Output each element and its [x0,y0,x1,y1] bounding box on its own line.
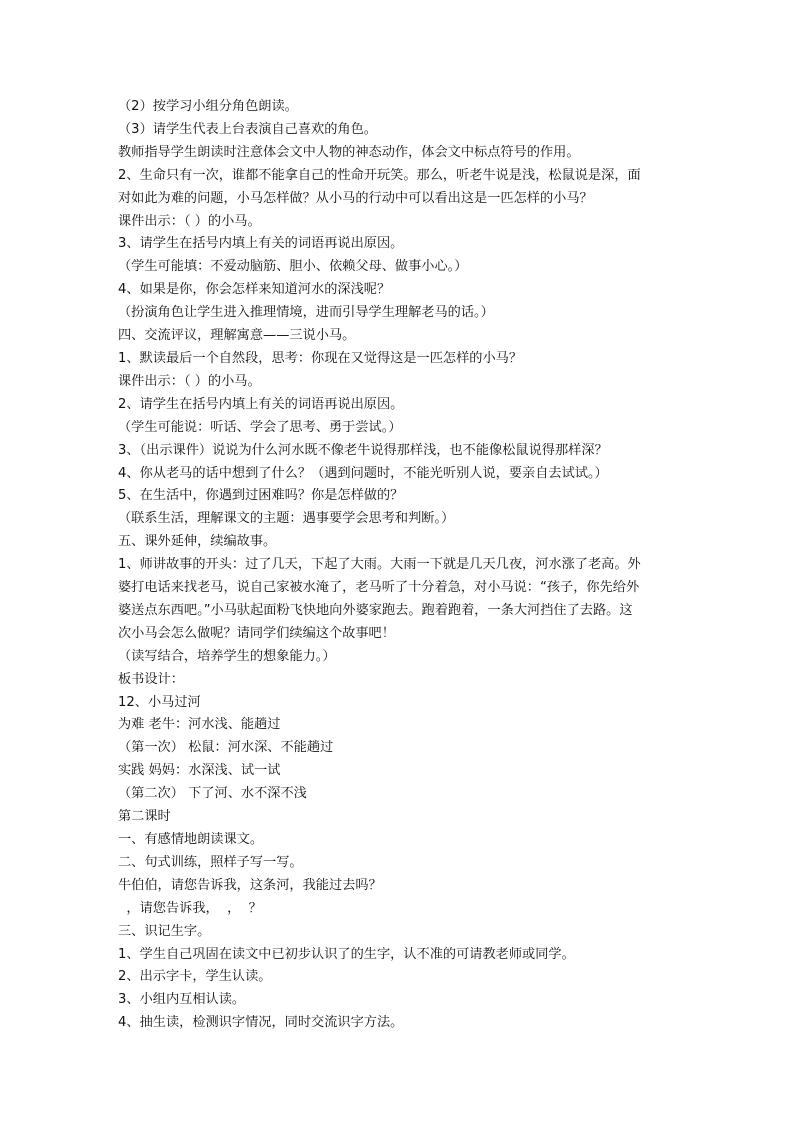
text-line: 1、默读最后一个自然段，思考：你现在又觉得这是一匹怎样的小马？ [118,350,523,366]
text-line: 3、（出示课件）说说为什么河水既不像老牛说得那样浅，也不能像松鼠说得那样深？ [118,442,608,458]
text-line: （学生可能填：不爱动脑筋、胆小、依赖父母、做事小心。） [118,259,468,275]
board-line: （第二次） 下了河、水不深不浅 [118,786,307,802]
text-line: 3、小组内互相认读。 [118,992,246,1008]
text-line: （扮演角色让学生进入推理情境，进而引导学生理解老马的话。） [118,305,494,321]
text-line: 4、如果是你，你会怎样来知道河水的深浅呢？ [118,282,391,298]
text-line: 婆打电话来找老马，说自己家被水淹了，老马听了十分着急，对小马说：“孩子，你先给外 [118,580,640,596]
board-design-heading: 板书设计： [118,671,184,687]
text-line: 婆送点东西吧。”小马驮起面粉飞快地向外婆家跑去。跑着跑着，一条大河挡住了去路。这 [118,602,633,618]
text-line: 2、生命只有一次，谁都不能拿自己的性命开玩笑。那么，听老牛说是浅，松鼠说是深，面 [118,167,641,183]
text-line: 课件出示：（ ）的小马。 [118,373,261,389]
section-heading: 一、有感情地朗读课文。 [118,832,264,847]
text-line: 牛伯伯，请您告诉我，这条河，我能过去吗？ [118,877,382,893]
text-line: 2、出示字卡，学生认读。 [118,969,272,985]
text-line: 教师指导学生朗读时注意体会文中人物的神态动作，体会文中标点符号的作用。 [118,144,580,160]
lesson-title: 12、小马过河 [118,694,201,710]
text-line: ，请您告诉我， ， ？ [118,900,262,916]
text-line: 2、请学生在括号内填上有关的词语再说出原因。 [118,396,404,412]
text-line: 4、抽生读，检测识字情况，同时交流识字方法。 [118,1015,404,1031]
text-line: 对如此为难的问题，小马怎样做？从小马的行动中可以看出这是一匹怎样的小马？ [118,190,593,206]
board-line: 实践 妈妈：水深浅、试一试 [118,763,281,779]
board-line: 为难 老牛：河水浅、能趟过 [118,717,281,733]
text-line: 5、在生活中，你遇到过困难吗？你是怎样做的？ [118,488,404,504]
text-line: 1、学生自己巩固在读文中已初步认识了的生字，认不准的可请教老师或同学。 [118,946,575,962]
document-body [118,96,678,1035]
text-line: 1、师讲故事的开头：过了几天，下起了大雨。大雨一下就是几天几夜，河水涨了老高。外 [118,557,641,573]
text-line: （3）请学生代表上台表演自己喜欢的角色。 [118,121,377,137]
section-heading: 四、交流评议，理解寓意——三说小马。 [118,328,356,344]
text-line: 次小马会怎么做呢？请同学们续编这个故事吧！ [118,625,395,641]
text-line: （读写结合，培养学生的想象能力。） [118,648,336,664]
section-heading: 三、识记生字。 [118,923,211,939]
text-line: 课件出示：（ ）的小马。 [118,213,261,229]
text-line: 4、你从老马的话中想到了什么？（遇到问题时，不能光听别人说，要亲自去试试。） [118,465,608,481]
text-line: （学生可能说：听话、学会了思考、勇于尝试。） [118,419,402,435]
section-heading: 五、课外延伸，续编故事。 [118,534,277,550]
board-line: （第一次） 松鼠：河水深、不能趟过 [118,740,334,756]
section-heading: 二、句式训练，照样子写一写。 [118,854,303,870]
text-line: 3、请学生在括号内填上有关的词语再说出原因。 [118,236,404,252]
text-line: （2）按学习小组分角色朗读。 [118,99,298,114]
section-heading: 第二课时 [118,809,171,825]
text-line: （联系生活，理解课文的主题：遇事要学会思考和判断。） [118,511,455,527]
